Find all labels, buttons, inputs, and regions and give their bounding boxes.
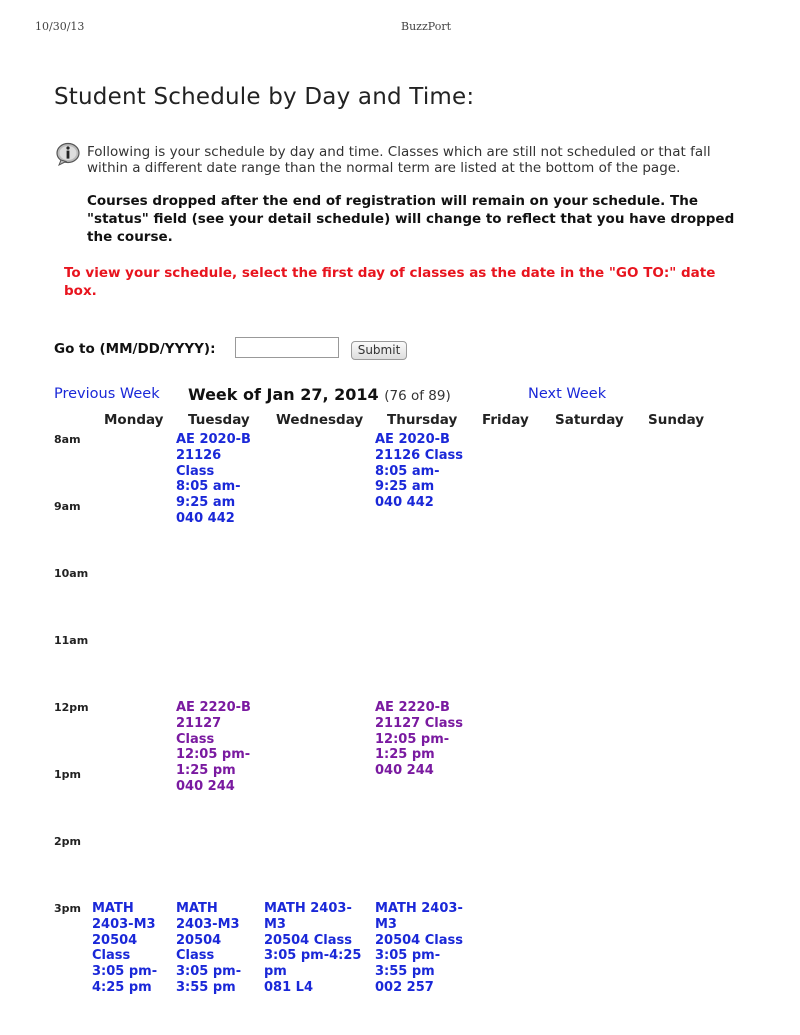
class-line: MATH [176, 901, 218, 916]
class-line: Class [92, 948, 131, 964]
next-week-link[interactable]: Next Week [528, 386, 607, 402]
schedule-info-text [87, 144, 747, 176]
class-line: Class [176, 948, 215, 964]
time-label-12pm: 12pm [54, 701, 89, 714]
class-line: AE 2020-B [375, 432, 450, 447]
week-heading [188, 385, 451, 404]
day-header-tuesday: Tuesday [188, 412, 250, 428]
class-line: 040 244 [176, 778, 235, 794]
class-line: AE 2220-B [375, 700, 450, 715]
print-page-title: BuzzPort [401, 20, 452, 33]
class-line: 081 L4 [264, 979, 313, 995]
class-math2403-thursday[interactable] [375, 901, 463, 996]
class-line: 3:05 pm- [176, 964, 242, 980]
class-line: 12:05 pm- [375, 731, 450, 747]
class-line: 4:25 pm [92, 979, 152, 995]
class-line: M3 [264, 916, 286, 932]
time-label-8am: 8am [54, 433, 81, 446]
goto-instruction [64, 264, 744, 300]
class-line: 3:05 pm- [92, 964, 158, 980]
class-line: 12:05 pm- [176, 747, 251, 763]
class-ae2220-thursday[interactable] [375, 700, 463, 779]
dropped-courses-notice [87, 192, 747, 246]
class-line: 8:05 am- [375, 463, 440, 479]
goto-date-input[interactable] [235, 337, 339, 358]
class-ae2020-tuesday[interactable] [176, 432, 251, 527]
notice-line: the course. [87, 229, 173, 245]
time-label-3pm: 3pm [54, 902, 81, 915]
class-line: MATH 2403- [375, 901, 463, 916]
time-label-1pm: 1pm [54, 768, 81, 781]
class-line: Class [176, 463, 215, 479]
class-line: 040 244 [375, 763, 434, 779]
day-header-saturday: Saturday [555, 412, 624, 428]
class-line: 3:55 pm [375, 964, 435, 980]
class-line: AE 2020-B [176, 432, 251, 447]
class-ae2020-thursday[interactable] [375, 432, 463, 511]
class-line: 3:05 pm- [375, 948, 441, 964]
class-line: 21127 [176, 715, 222, 731]
time-label-11am: 11am [54, 634, 89, 647]
class-line: 040 442 [375, 495, 434, 511]
class-line: 21126 [176, 447, 222, 463]
class-line: 3:55 pm [176, 979, 236, 995]
goto-label: Go to (MM/DD/YYYY): [54, 341, 216, 357]
class-line: AE 2220-B [176, 700, 251, 715]
class-math2403-tuesday[interactable] [176, 901, 241, 996]
day-header-friday: Friday [482, 412, 529, 428]
class-line: 20504 Class [264, 932, 352, 948]
class-line: MATH 2403- [264, 901, 352, 916]
day-header-thursday: Thursday [387, 412, 458, 428]
day-header-wednesday: Wednesday [276, 412, 364, 428]
class-line: 8:05 am- [176, 479, 241, 495]
page-title: Student Schedule by Day and Time: [54, 84, 475, 110]
class-line: 2403-M3 [92, 916, 156, 932]
time-label-9am: 9am [54, 500, 81, 513]
class-line: 9:25 am [176, 495, 236, 511]
notice-line: Courses dropped after the end of registration will remain on your schedule. The [87, 193, 698, 209]
info-line: within a different date range than the normal term are listed at the bottom of the page. [87, 160, 681, 176]
print-date: 10/30/13 [35, 20, 85, 33]
class-line: 3:05 pm-4:25 [264, 948, 362, 964]
instruction-line: To view your schedule, select the first day of classes as the date in the "GO TO:" date [64, 265, 716, 281]
class-line: 002 257 [375, 979, 434, 995]
class-line: 20504 [92, 932, 138, 948]
time-label-10am: 10am [54, 567, 89, 580]
class-line: 2403-M3 [176, 916, 240, 932]
class-line: 21127 Class [375, 715, 463, 731]
class-line: 1:25 pm [375, 747, 435, 763]
previous-week-link[interactable]: Previous Week [54, 386, 160, 402]
class-line: MATH [92, 901, 134, 916]
day-header-monday: Monday [104, 412, 164, 428]
info-line: Following is your schedule by day and time. Classes which are still not scheduled or that fall [87, 144, 711, 160]
class-line: Class [176, 731, 215, 747]
class-line: 21126 Class [375, 447, 463, 463]
class-math2403-monday[interactable] [92, 901, 157, 996]
week-label: Week of Jan 27, 2014 [188, 385, 379, 404]
class-line: M3 [375, 916, 397, 932]
notice-line: "status" field (see your detail schedule) will change to reflect that you have dropped [87, 211, 735, 227]
class-line: pm [264, 964, 287, 980]
class-line: 20504 Class [375, 932, 463, 948]
class-line: 9:25 am [375, 479, 435, 495]
class-ae2220-tuesday[interactable] [176, 700, 251, 795]
info-icon [55, 142, 83, 166]
submit-button[interactable]: Submit [351, 341, 407, 360]
class-line: 040 442 [176, 510, 235, 526]
instruction-line: box. [64, 283, 97, 299]
class-line: 1:25 pm [176, 763, 236, 779]
time-label-2pm: 2pm [54, 835, 81, 848]
week-count: (76 of 89) [384, 388, 451, 404]
class-line: 20504 [176, 932, 222, 948]
class-math2403-wednesday[interactable] [264, 901, 361, 996]
day-header-sunday: Sunday [648, 412, 705, 428]
